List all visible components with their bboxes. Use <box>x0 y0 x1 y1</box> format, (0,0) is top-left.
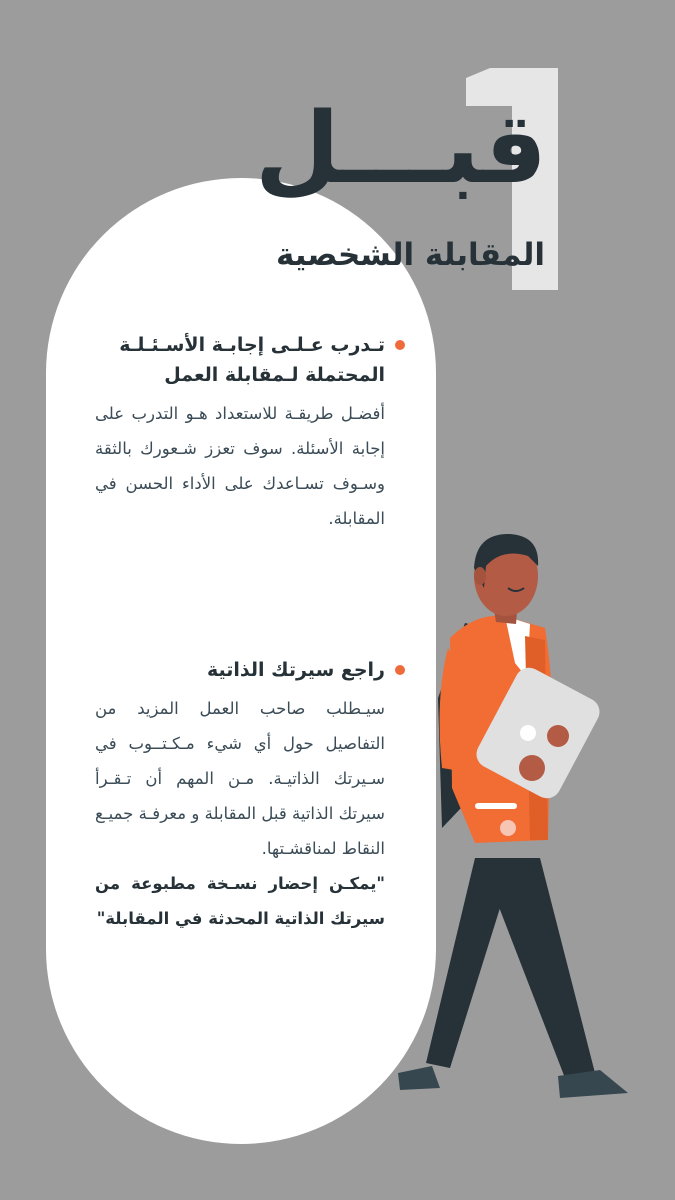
tip-note: "يمكـن إحضار نسـخة مطبوعة من سيرتك الذاتية المحدثة في المقابلة" <box>95 874 385 928</box>
page-subtitle: المقابلة الشخصية <box>275 237 545 273</box>
bullet-dot <box>395 340 405 350</box>
tip-body: سيـطلب صاحب العمل المزيد من التفاصيل حول أي شيء مـكـتــوب في سـيرتك الذاتيـة. مـن المهم أن تـقـرأ سيرتك الذاتية قبل المقابلة و معرفـة جميـع النقاط لمناقشـتها. <box>95 699 385 858</box>
page-title: قبـــل <box>254 92 547 206</box>
tip-heading <box>95 330 385 390</box>
tip-body: أفضـل طريقـة للاستعداد هـو التدرب على إجابة الأسئلة. سوف تعزز شـعورك بالثقة وسـوف تسـاعدك على الأداء الحسن في المقابلة. <box>95 404 385 528</box>
tip-section-resume <box>95 655 385 936</box>
man-with-laptop-icon <box>380 528 650 1108</box>
tip-heading-text: تـدرب عـلـى إجابـة الأسـئـلـة المحتملة لـمقابلة العمل <box>119 334 385 386</box>
tip-section-practice <box>95 330 385 536</box>
tip-heading <box>95 655 385 685</box>
tip-heading-text: راجع سيرتك الذاتية <box>207 659 385 681</box>
walking-man-illustration <box>380 528 650 1108</box>
